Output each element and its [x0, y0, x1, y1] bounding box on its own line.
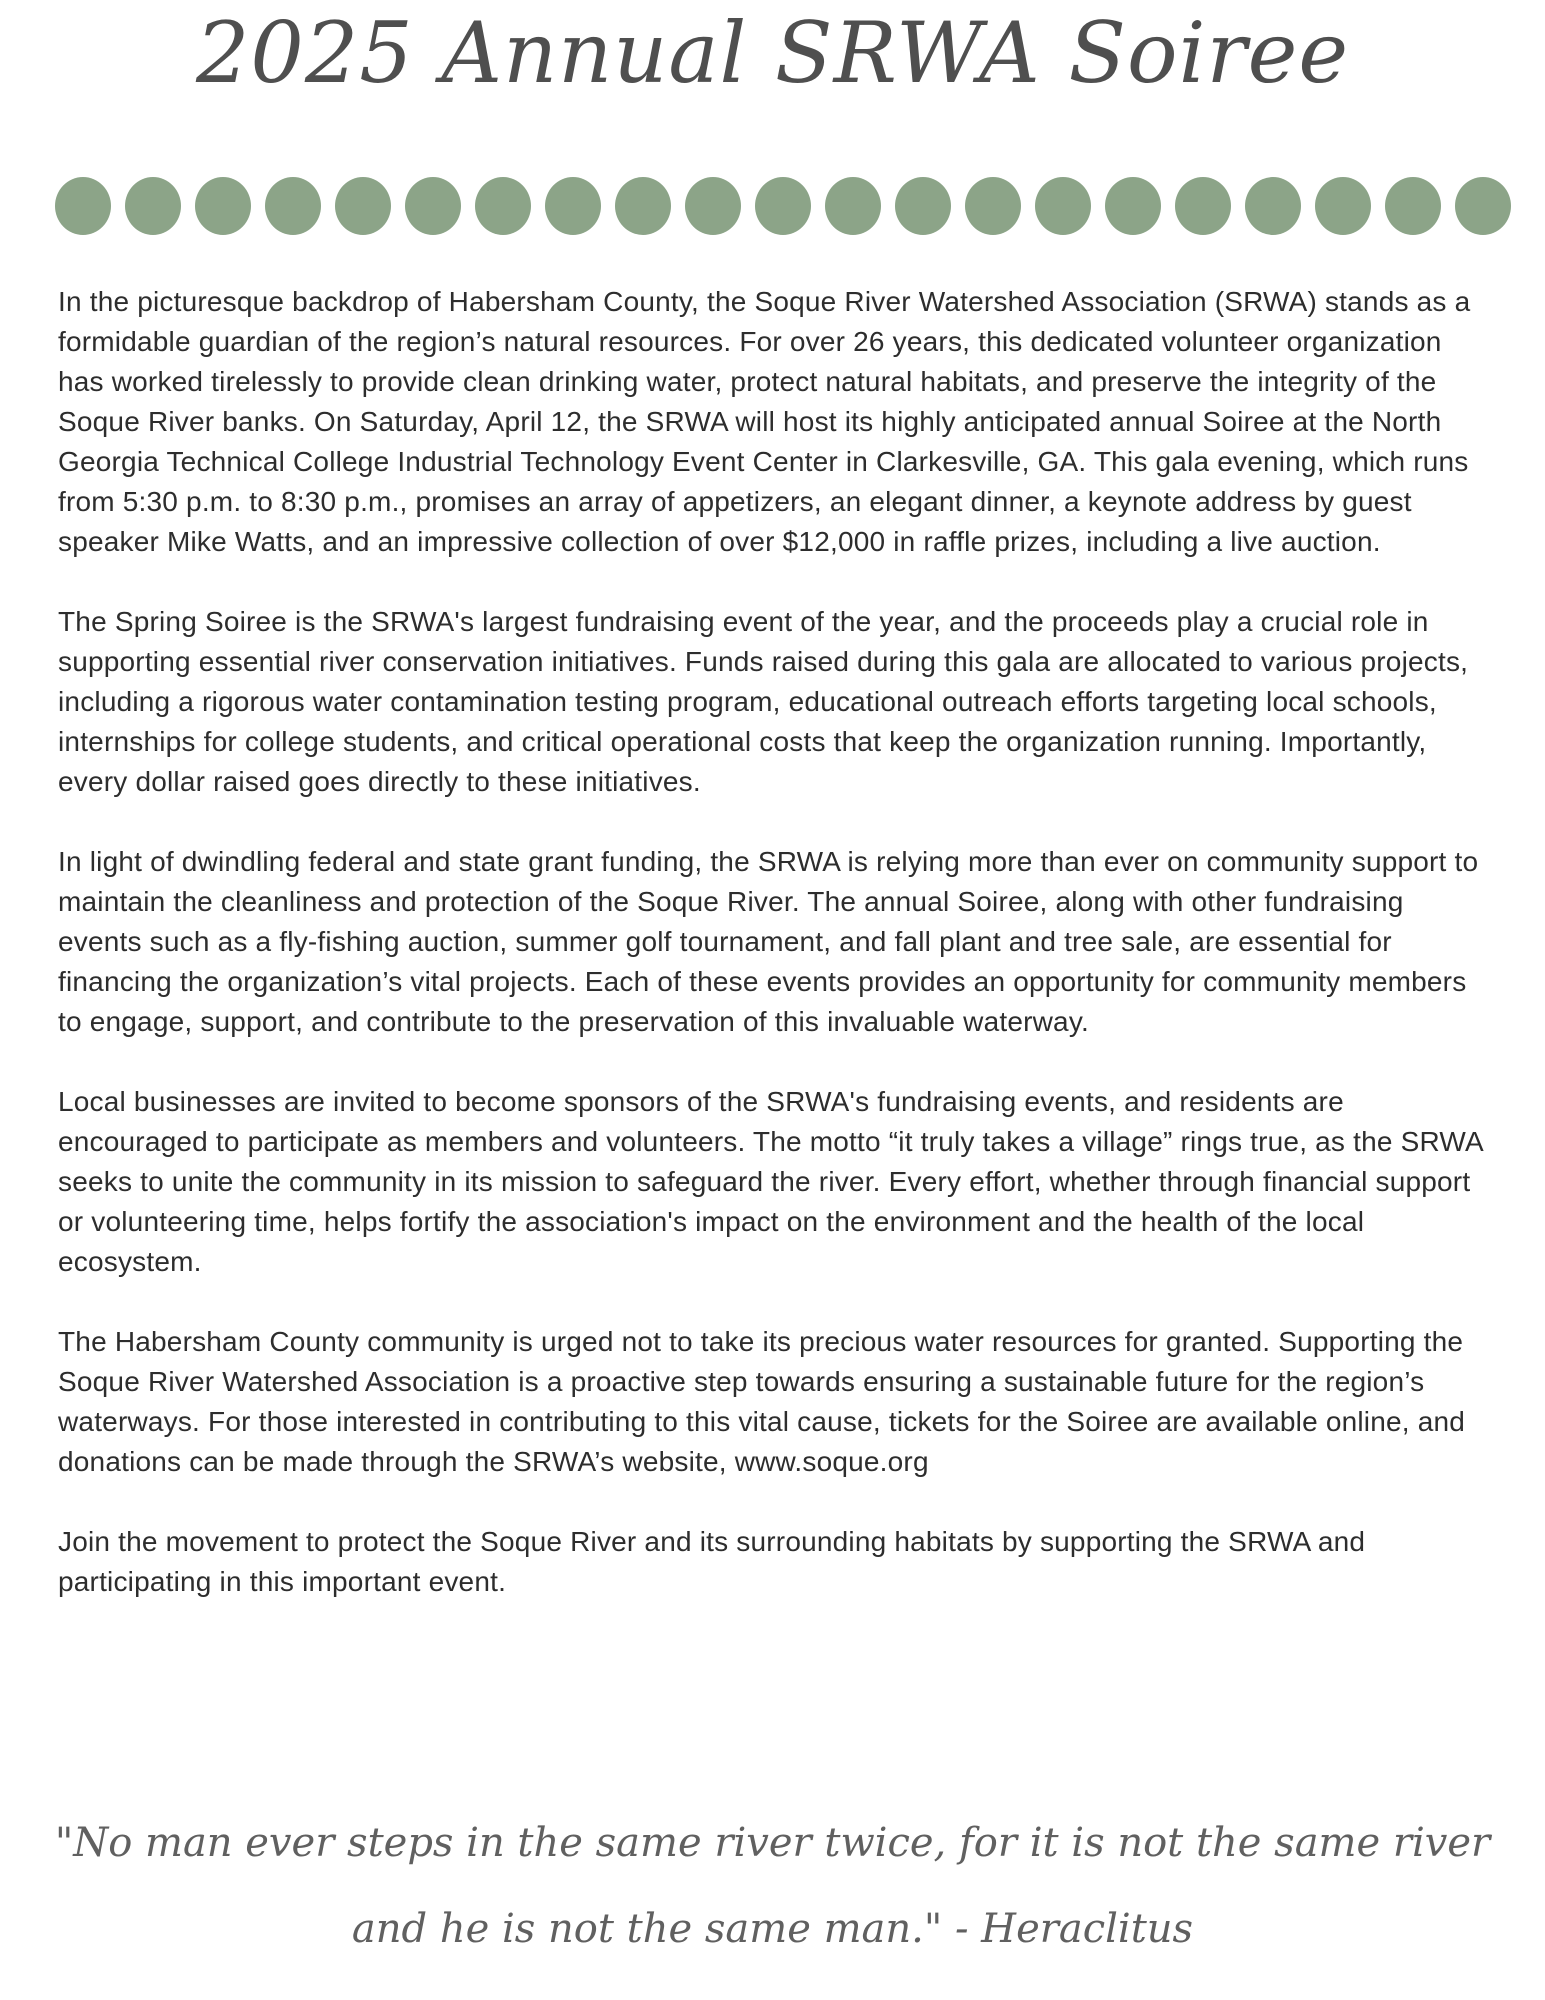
divider-dot	[1245, 177, 1301, 235]
divider-dot	[545, 177, 601, 235]
divider-dot	[965, 177, 1021, 235]
body-paragraph: The Spring Soiree is the SRWA's largest fundraising event of the year, and the proceeds play a crucial role in supporting essential river conservation initiatives. Funds raised during this gala are allocated to various projects, including a rigorous water contamination testing program, educational outreach efforts targeting local schools, internships for college students, and critical operational costs that keep the organization running. Importantly, every dollar raised goes directly to these initiatives.	[58, 606, 1469, 797]
divider-dot	[335, 177, 391, 235]
divider-dot	[125, 177, 181, 235]
divider-dot	[265, 177, 321, 235]
body-paragraph: In the picturesque backdrop of Habersham County, the Soque River Watershed Association (SRWA) stands as a formidable guardian of the region’s natural resources. For over 26 years, this dedicated volunteer organization has worked tirelessly to provide clean drinking water, protect natural habitats, and preserve the integrity of the Soque River banks. On Saturday, April 12, the SRWA will host its highly anticipated annual Soiree at the North Georgia Technical College Industrial Technology Event Center in Clarkesville, GA. This gala evening, which runs from 5:30 p.m. to 8:30 p.m., promises an array of appetizers, an elegant dinner, a keynote address by guest speaker Mike Watts, and an impressive collection of over $12,000 in raffle prizes, including a live auction.	[58, 286, 1471, 557]
river-quote	[0, 1800, 1545, 1972]
divider-dot	[895, 177, 951, 235]
page-title: 2025 Annual SRWA Soiree	[195, 4, 1350, 102]
divider-dot	[1315, 177, 1371, 235]
body-paragraph: Join the movement to protect the Soque River and its surrounding habitats by supporting the SRWA and participating in this important event.	[58, 1526, 1366, 1597]
divider-dot	[1455, 177, 1511, 235]
divider-dot	[405, 177, 461, 235]
body-paragraph: The Habersham County community is urged not to take its precious water resources for granted. Supporting the Soque River Watershed Association is a proactive step towards ensuring a sustainable future for the region’s waterways. For those interested in contributing to this vital cause, tickets for the Soiree are available online, and donations can be made through the SRWA’s website, www.soque.org	[58, 1326, 1466, 1477]
divider-dot	[755, 177, 811, 235]
divider-dot	[825, 177, 881, 235]
divider-dot	[615, 177, 671, 235]
body-paragraph: Local businesses are invited to become sponsors of the SRWA's fundraising events, and residents are encouraged to participate as members and volunteers. The motto “it truly takes a village” rings true, as the SRWA seeks to unite the community in its mission to safeguard the river. Every effort, whether through financial support or volunteering time, helps fortify the association's impact on the environment and the health of the local ecosystem.	[58, 1086, 1483, 1277]
divider-dot	[1035, 177, 1091, 235]
dot-divider	[55, 177, 1511, 235]
divider-dot	[1385, 177, 1441, 235]
divider-dot	[55, 177, 111, 235]
divider-dot	[1175, 177, 1231, 235]
divider-dot	[685, 177, 741, 235]
article-body	[58, 282, 1492, 1642]
divider-dot	[195, 177, 251, 235]
quote-line-1: "No man ever steps in the same river twice, for it is not the same river	[54, 1820, 1491, 1866]
divider-dot	[1105, 177, 1161, 235]
body-paragraph: In light of dwindling federal and state grant funding, the SRWA is relying more than ever on community support to maintain the cleanliness and protection of the Soque River. The annual Soiree, along with other fundraising events such as a fly-fishing auction, summer golf tournament, and fall plant and tree sale, are essential for financing the organization’s vital projects. Each of these events provides an opportunity for community members to engage, support, and contribute to the preservation of this invaluable waterway.	[58, 846, 1479, 1037]
divider-dot	[475, 177, 531, 235]
quote-line-2: and he is not the same man." - Heraclitus	[351, 1906, 1194, 1952]
